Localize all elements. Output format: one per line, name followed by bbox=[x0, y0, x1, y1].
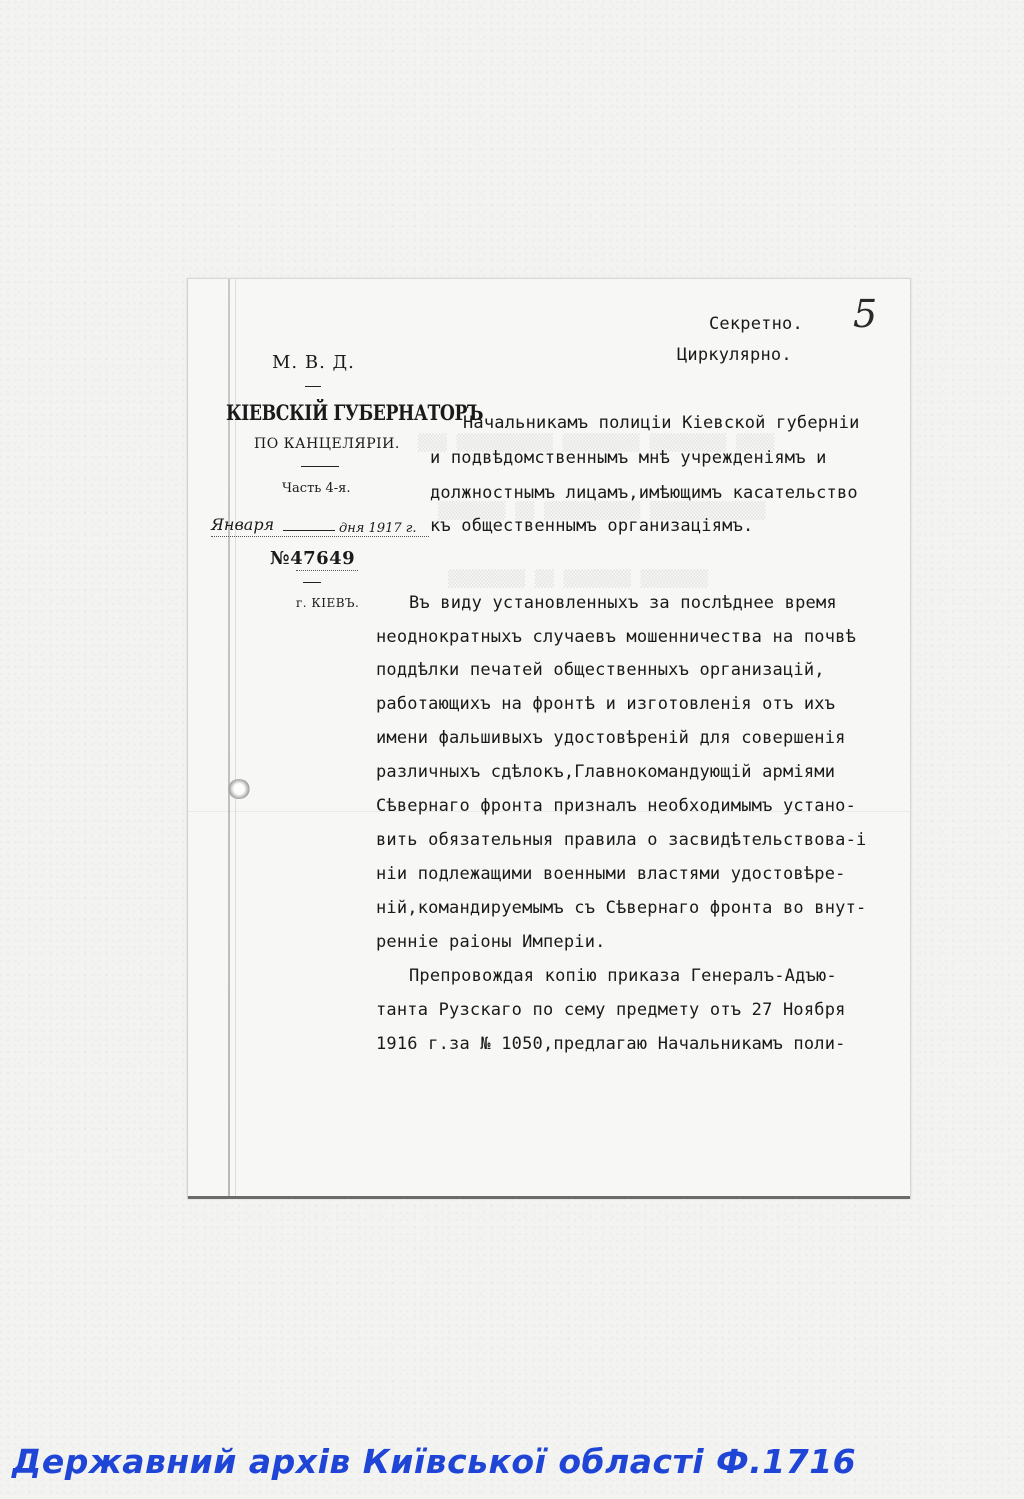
date-day-blank bbox=[283, 530, 335, 531]
body-line: Въ виду установленныхъ за послѣднее время bbox=[409, 593, 837, 613]
bleed-through-decoration: ▒▒▒▒▒▒▒ ▒▒▒▒▒▒▒ ▒▒ ▒▒▒▒▒▒▒▒ bbox=[448, 569, 709, 588]
body-line: вить обязательныя правила о засвидѣтельствова-і bbox=[376, 830, 867, 850]
circular-label: Циркулярно. bbox=[677, 345, 792, 365]
bleed-through-decoration: ▒▒▒▒▒▒▒▒▒▒▒▒ ▒▒▒▒▒▒▒▒▒▒ ▒▒ ▒▒▒▒▒▒▒ bbox=[438, 501, 766, 520]
body-line: различныхъ сдѣлокъ,Главнокомандующій арміями bbox=[376, 762, 836, 782]
page-number: 5 bbox=[853, 292, 878, 336]
divider bbox=[303, 582, 321, 583]
body-line: танта Рузскаго по сему предмету отъ 27 Ноября bbox=[376, 1000, 846, 1020]
city-label: г. КІЕВЪ. bbox=[296, 596, 360, 610]
classification-label: Секретно. bbox=[709, 314, 803, 334]
department-label: ПО КАНЦЕЛЯРІИ. bbox=[254, 436, 400, 452]
date-year: дня 1917 г. bbox=[339, 521, 417, 536]
sheet-bottom-edge bbox=[188, 1196, 910, 1199]
date-dotted-line bbox=[211, 536, 429, 538]
body-line: ній,командируемымъ съ Сѣвернаго фронта во внут- bbox=[376, 898, 867, 918]
addressee-line: и подвѣдомственнымъ мнѣ учрежденіямъ и bbox=[430, 448, 827, 468]
date-month: Января bbox=[211, 515, 275, 534]
binding-hole-icon bbox=[228, 779, 250, 799]
bleed-through-decoration: ▒▒▒▒ ▒▒▒▒▒▒▒▒ ▒▒▒▒▒▒▒▒ ▒▒▒▒▒▒▒▒▒▒ ▒▒▒ bbox=[418, 433, 775, 452]
addressee-line: къ общественнымъ организаціямъ. bbox=[430, 516, 754, 536]
body-line: поддѣлки печатей общественныхъ организацій, bbox=[376, 660, 825, 680]
body-line: ніи подлежащими военными властями удостовѣре- bbox=[376, 864, 846, 884]
number-dotted-line bbox=[296, 570, 358, 572]
body-line: работающихъ на фронтѣ и изготовленія отъ ихъ bbox=[376, 694, 836, 714]
divider bbox=[301, 466, 339, 467]
body-line: неоднократныхъ случаевъ мошенничества на почвѣ bbox=[376, 627, 857, 647]
body-line: Препровождая копію приказа Генералъ-Адъю- bbox=[409, 966, 837, 986]
ministry-label: М. В. Д. bbox=[272, 352, 355, 373]
addressee-line: должностнымъ лицамъ,имѣющимъ касательство bbox=[430, 483, 858, 503]
body-line: имени фальшивыхъ удостовѣреній для совершенія bbox=[376, 728, 846, 748]
section-label: Часть 4-я. bbox=[282, 481, 351, 496]
body-line: Сѣвернаго фронта призналъ необходимымъ устано- bbox=[376, 796, 857, 816]
document-number: №47649 bbox=[270, 548, 356, 569]
office-title: КІЕВСКІЙ ГУБЕРНАТОРЪ bbox=[226, 400, 484, 425]
archive-caption: Державний архів Київської області Ф.1716 bbox=[12, 1442, 857, 1481]
body-line: ренніе раіоны Имперіи. bbox=[376, 932, 606, 952]
addressee-line: Начальникамъ полиціи Кіевской губерніи bbox=[463, 413, 860, 433]
body-line: 1916 г.за № 1050,предлагаю Начальникамъ поли- bbox=[376, 1034, 846, 1054]
divider bbox=[305, 386, 321, 387]
